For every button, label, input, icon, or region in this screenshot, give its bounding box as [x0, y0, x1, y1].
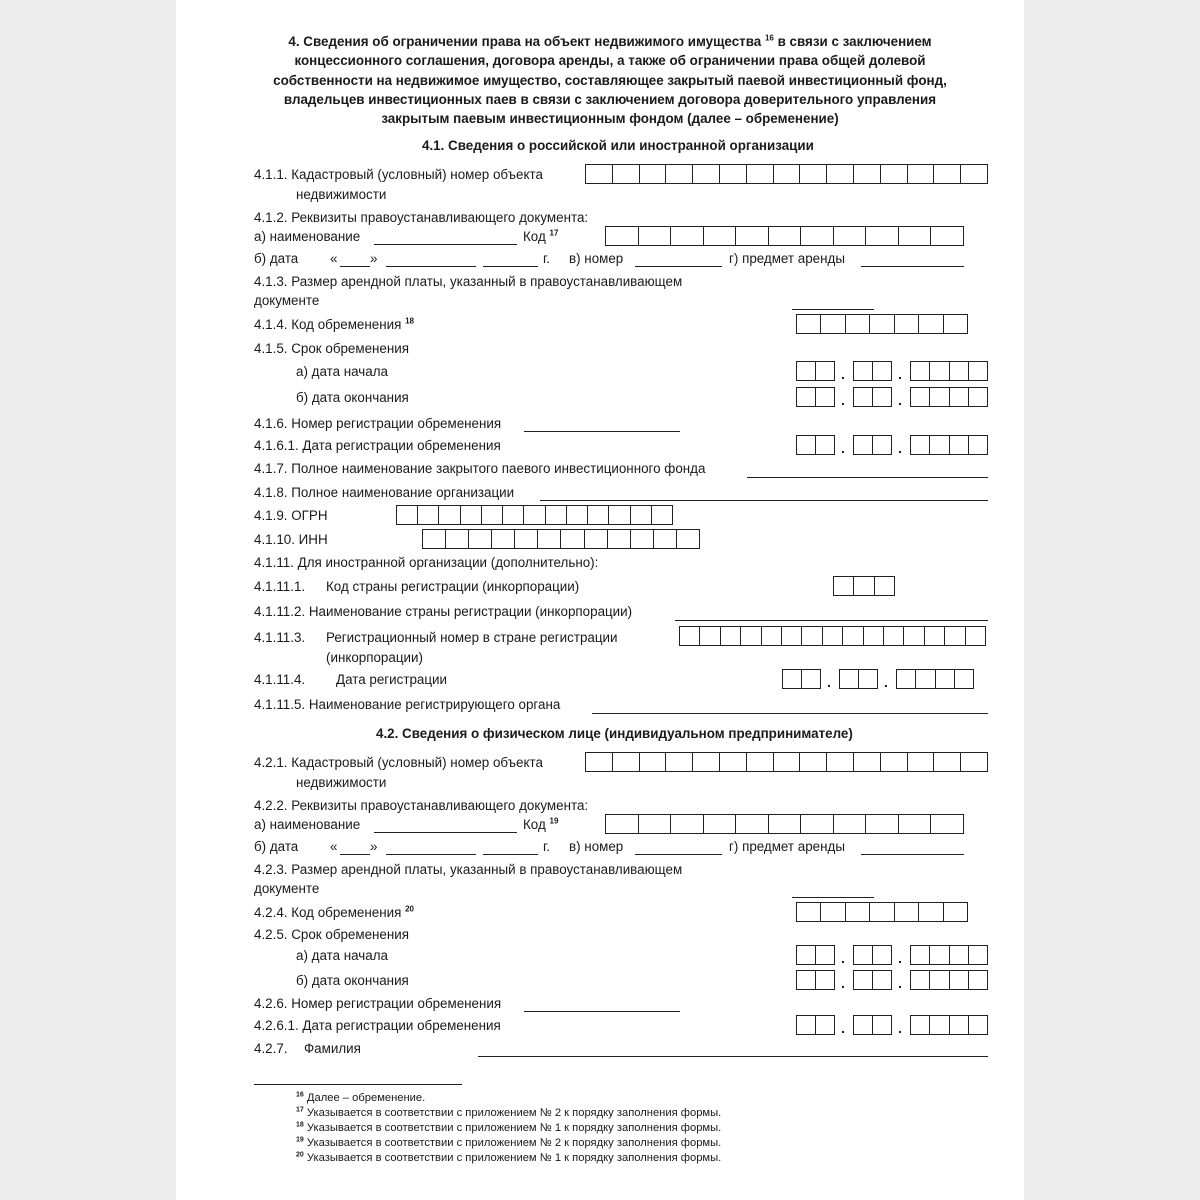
country-name-line[interactable]: [675, 620, 988, 621]
char-cell[interactable]: [612, 753, 639, 771]
label-doc-date: б) дата: [254, 251, 299, 266]
char-cell[interactable]: [883, 627, 903, 645]
registering-authority-line[interactable]: [592, 713, 988, 714]
registration-date-cells-4-2-day[interactable]: [796, 1015, 835, 1035]
label-end-date-4-2: б) дата окончания: [296, 973, 409, 988]
char-cell[interactable]: [929, 436, 948, 454]
ogrn-cells[interactable]: [396, 505, 673, 525]
char-cell[interactable]: [872, 388, 891, 406]
doc-month-line-4-2[interactable]: [386, 854, 476, 855]
char-cell[interactable]: [854, 946, 872, 964]
foreign-registration-date-cells-day[interactable]: [782, 669, 821, 689]
char-cell[interactable]: [865, 815, 898, 833]
label-doc-number: в) номер: [569, 251, 624, 266]
foreign-registration-number-cells[interactable]: [679, 626, 986, 646]
registration-date-cells-4-1-month[interactable]: [853, 435, 892, 455]
lease-subject-line[interactable]: [861, 266, 964, 267]
registration-date-cells-4-1-day[interactable]: [796, 435, 835, 455]
date-separator: .: [841, 975, 845, 991]
date-separator: .: [898, 975, 902, 991]
char-cell[interactable]: [854, 362, 872, 380]
date-separator: .: [898, 366, 902, 382]
char-cell[interactable]: [949, 362, 968, 380]
char-cell[interactable]: [911, 436, 929, 454]
char-cell[interactable]: [949, 971, 968, 989]
end-date-cells-4-1-month[interactable]: [853, 387, 892, 407]
doc-day-line[interactable]: [340, 266, 370, 267]
char-cell[interactable]: [842, 627, 862, 645]
foreign-registration-date-cells-year[interactable]: [896, 669, 974, 689]
footnote-separator: [254, 1084, 462, 1085]
label-year-4-2: г.: [543, 839, 550, 854]
date-separator: .: [841, 1020, 845, 1036]
char-cell[interactable]: [840, 670, 858, 688]
doc-number-line-4-2[interactable]: [635, 854, 722, 855]
char-cell[interactable]: [918, 903, 942, 921]
char-cell[interactable]: [797, 388, 815, 406]
char-cell[interactable]: [944, 627, 964, 645]
char-cell[interactable]: [918, 315, 942, 333]
char-cell[interactable]: [797, 1016, 815, 1034]
char-cell[interactable]: [872, 971, 891, 989]
char-cell[interactable]: [965, 627, 985, 645]
quote-open-4-2: «: [330, 839, 338, 854]
char-cell[interactable]: [768, 815, 801, 833]
date-separator: .: [841, 392, 845, 408]
start-date-cells-4-1-day[interactable]: [796, 361, 835, 381]
label-4-1-2: 4.1.2. Реквизиты правоустанавливающего документа:: [254, 210, 589, 225]
label-4-1-11-2: 4.1.11.2. Наименование страны регистрации (инкорпорации): [254, 604, 633, 619]
char-cell[interactable]: [898, 227, 931, 245]
char-cell[interactable]: [907, 165, 934, 183]
char-cell[interactable]: [858, 670, 877, 688]
char-cell[interactable]: [586, 753, 612, 771]
char-cell[interactable]: [586, 165, 612, 183]
char-cell[interactable]: [915, 670, 934, 688]
label-4-1-4: 4.1.4. Код обременения $^{18}$: [254, 316, 414, 332]
char-cell[interactable]: [423, 530, 445, 548]
char-cell[interactable]: [815, 362, 834, 380]
char-cell[interactable]: [566, 506, 587, 524]
char-cell[interactable]: [607, 530, 630, 548]
char-cell[interactable]: [514, 530, 537, 548]
label-start-date-4-2: а) дата начала: [296, 948, 388, 963]
registration-date-cells-4-1-year[interactable]: [910, 435, 988, 455]
char-cell[interactable]: [949, 388, 968, 406]
char-cell[interactable]: [797, 971, 815, 989]
doc-name-line-4-2[interactable]: [374, 832, 517, 833]
char-cell[interactable]: [929, 388, 948, 406]
char-cell[interactable]: [943, 315, 967, 333]
organization-name-line[interactable]: [540, 500, 988, 501]
char-cell[interactable]: [911, 388, 929, 406]
char-cell[interactable]: [800, 815, 833, 833]
end-date-cells-4-1-year[interactable]: [910, 387, 988, 407]
label-4-1-11-1: Код страны регистрации (инкорпорации): [326, 579, 580, 594]
char-cell[interactable]: [735, 815, 768, 833]
char-cell[interactable]: [676, 530, 699, 548]
char-cell[interactable]: [815, 436, 834, 454]
char-cell[interactable]: [968, 362, 987, 380]
char-cell[interactable]: [761, 627, 781, 645]
label-4-2-4: 4.2.4. Код обременения $^{20}$: [254, 904, 414, 920]
char-cell[interactable]: [799, 165, 826, 183]
start-date-cells-4-1-year[interactable]: [910, 361, 988, 381]
char-cell[interactable]: [968, 946, 987, 964]
char-cell[interactable]: [911, 362, 929, 380]
registration-number-line-4-2[interactable]: [524, 1011, 680, 1012]
label-4-2-6-1: 4.2.6.1. Дата регистрации обременения: [254, 1018, 501, 1033]
date-separator: .: [827, 674, 831, 690]
char-cell[interactable]: [797, 946, 815, 964]
label-doc-date-4-2: б) дата: [254, 839, 299, 854]
char-cell[interactable]: [560, 530, 583, 548]
foreign-registration-date-cells-month[interactable]: [839, 669, 878, 689]
char-cell[interactable]: [907, 753, 934, 771]
quote-close: »: [370, 251, 378, 266]
char-cell[interactable]: [872, 362, 891, 380]
footnote-20: $^{20}$ Указывается в соответствии с приложением № 1 к порядку заполнения формы.: [296, 1151, 722, 1164]
char-cell[interactable]: [968, 388, 987, 406]
char-cell[interactable]: [960, 753, 987, 771]
char-cell[interactable]: [897, 670, 915, 688]
char-cell[interactable]: [468, 530, 491, 548]
char-cell[interactable]: [853, 165, 880, 183]
end-date-cells-4-2-month[interactable]: [853, 970, 892, 990]
label-lease-subject-4-2: г) предмет аренды: [729, 839, 845, 854]
char-cell[interactable]: [680, 627, 699, 645]
date-separator: .: [841, 366, 845, 382]
label-doc-number-4-2: в) номер: [569, 839, 624, 854]
date-separator: .: [884, 674, 888, 690]
label-4-1-11-4-num: 4.1.11.4.: [254, 672, 306, 687]
char-cell[interactable]: [639, 753, 666, 771]
char-cell[interactable]: [854, 1016, 872, 1034]
char-cell[interactable]: [929, 362, 948, 380]
char-cell[interactable]: [826, 753, 853, 771]
label-4-1-11-1-num: 4.1.11.1.: [254, 579, 306, 594]
char-cell[interactable]: [880, 165, 907, 183]
char-cell[interactable]: [872, 946, 891, 964]
char-cell[interactable]: [670, 815, 703, 833]
char-cell[interactable]: [911, 946, 929, 964]
char-cell[interactable]: [820, 903, 844, 921]
label-4-1-9: 4.1.9. ОГРН: [254, 508, 328, 523]
char-cell[interactable]: [768, 227, 801, 245]
char-cell[interactable]: [869, 903, 893, 921]
char-cell[interactable]: [822, 627, 842, 645]
footnote-18: $^{18}$ Указывается в соответствии с приложением № 1 к порядку заполнения формы.: [296, 1121, 722, 1134]
label-4-2-1: 4.2.1. Кадастровый (условный) номер объекта: [254, 755, 543, 770]
char-cell[interactable]: [815, 971, 834, 989]
label-4-1-8: 4.1.8. Полное наименование организации: [254, 485, 515, 500]
char-cell[interactable]: [863, 627, 883, 645]
doc-name-line[interactable]: [374, 244, 517, 245]
char-cell[interactable]: [783, 670, 801, 688]
char-cell[interactable]: [800, 227, 833, 245]
char-cell[interactable]: [481, 506, 502, 524]
label-start-date: а) дата начала: [296, 364, 388, 379]
char-cell[interactable]: [703, 815, 736, 833]
date-separator: .: [898, 950, 902, 966]
char-cell[interactable]: [943, 903, 967, 921]
label-lease-subject: г) предмет аренды: [729, 251, 845, 266]
char-cell[interactable]: [854, 436, 872, 454]
registration-number-line-4-1[interactable]: [524, 431, 680, 432]
doc-code-cells-4-2[interactable]: [605, 814, 964, 834]
char-cell[interactable]: [968, 1016, 987, 1034]
section-4-1-title: 4.1. Сведения о российской или иностранной организации: [422, 138, 814, 153]
char-cell[interactable]: [929, 971, 948, 989]
char-cell[interactable]: [692, 753, 719, 771]
char-cell[interactable]: [853, 577, 873, 595]
label-4-1-3-cont: документе: [254, 293, 320, 308]
char-cell[interactable]: [869, 315, 893, 333]
footnote-17: $^{17}$ Указывается в соответствии с приложением № 2 к порядку заполнения формы.: [296, 1106, 722, 1119]
char-cell[interactable]: [719, 165, 746, 183]
date-separator: .: [898, 440, 902, 456]
char-cell[interactable]: [651, 506, 672, 524]
label-doc-name-4-2: а) наименование: [254, 817, 361, 832]
char-cell[interactable]: [797, 315, 820, 333]
char-cell[interactable]: [638, 227, 671, 245]
char-cell[interactable]: [924, 627, 944, 645]
char-cell[interactable]: [491, 530, 514, 548]
char-cell[interactable]: [854, 388, 872, 406]
label-4-1-11-3-cont: (инкорпорации): [326, 650, 423, 665]
doc-year-line[interactable]: [483, 266, 538, 267]
char-cell[interactable]: [933, 165, 960, 183]
char-cell[interactable]: [587, 506, 608, 524]
char-cell[interactable]: [834, 577, 853, 595]
char-cell[interactable]: [968, 971, 987, 989]
char-cell[interactable]: [781, 627, 801, 645]
char-cell[interactable]: [502, 506, 523, 524]
char-cell[interactable]: [799, 753, 826, 771]
doc-number-line[interactable]: [635, 266, 722, 267]
char-cell[interactable]: [545, 506, 566, 524]
footnote-19: $^{19}$ Указывается в соответствии с приложением № 2 к порядку заполнения формы.: [296, 1136, 722, 1149]
label-4-2-5: 4.2.5. Срок обременения: [254, 927, 409, 942]
rent-amount-line-4-2[interactable]: [792, 897, 874, 898]
char-cell[interactable]: [773, 165, 800, 183]
char-cell[interactable]: [911, 971, 929, 989]
char-cell[interactable]: [665, 753, 692, 771]
char-cell[interactable]: [746, 753, 773, 771]
rent-amount-line[interactable]: [792, 309, 874, 310]
char-cell[interactable]: [815, 946, 834, 964]
label-4-1-11-3: Регистрационный номер в стране регистрации: [326, 630, 618, 645]
end-date-cells-4-1-day[interactable]: [796, 387, 835, 407]
char-cell[interactable]: [606, 815, 638, 833]
char-cell[interactable]: [537, 530, 560, 548]
char-cell[interactable]: [417, 506, 438, 524]
char-cell[interactable]: [815, 388, 834, 406]
label-4-2-1-cont: недвижимости: [296, 775, 387, 790]
char-cell[interactable]: [954, 670, 973, 688]
char-cell[interactable]: [930, 227, 963, 245]
lease-subject-line-4-2[interactable]: [861, 854, 964, 855]
char-cell[interactable]: [968, 436, 987, 454]
label-doc-code: Код $^{17}$: [523, 228, 559, 244]
label-4-1-11-3-num: 4.1.11.3.: [254, 630, 306, 645]
section-4-heading: 4. Сведения об ограничении права на объект недвижимого имущества $^{16}$ в связи с заключением концессионного соглашения, договора аренды, а также об ограничении права общей долевой собственности на недвижимое имущество, составляющее закрытый паевой инвестиционный фонд, владельцев инвестиционных паев в связи с заключением договора доверительного управления закрытым паевым инвестиционным фондом (далее – обременение): [273, 33, 947, 127]
char-cell[interactable]: [894, 315, 918, 333]
start-date-cells-4-2-month[interactable]: [853, 945, 892, 965]
char-cell[interactable]: [639, 165, 666, 183]
date-separator: .: [898, 1020, 902, 1036]
char-cell[interactable]: [445, 530, 468, 548]
doc-year-line-4-2[interactable]: [483, 854, 538, 855]
char-cell[interactable]: [703, 227, 736, 245]
start-date-cells-4-1-month[interactable]: [853, 361, 892, 381]
inn-cells[interactable]: [422, 529, 700, 549]
char-cell[interactable]: [584, 530, 607, 548]
registration-date-cells-4-2-year[interactable]: [910, 1015, 988, 1035]
char-cell[interactable]: [746, 165, 773, 183]
doc-code-cells-4-1[interactable]: [605, 226, 964, 246]
char-cell[interactable]: [874, 577, 894, 595]
char-cell[interactable]: [820, 315, 844, 333]
char-cell[interactable]: [801, 627, 821, 645]
doc-day-line-4-2[interactable]: [340, 854, 370, 855]
label-4-1-11-4: Дата регистрации: [336, 672, 447, 687]
char-cell[interactable]: [845, 903, 869, 921]
section-4-2-title: 4.2. Сведения о физическом лице (индивидуальном предпринимателе): [376, 726, 853, 741]
char-cell[interactable]: [872, 436, 891, 454]
label-4-1-1: 4.1.1. Кадастровый (условный) номер объекта: [254, 167, 543, 182]
label-4-1-3: 4.1.3. Размер арендной платы, указанный в правоустанавливающем: [254, 274, 683, 289]
char-cell[interactable]: [949, 436, 968, 454]
label-doc-name: а) наименование: [254, 229, 361, 244]
label-4-2-7-num: 4.2.7.: [254, 1041, 288, 1056]
footnote-16: $^{16}$ Далее – обременение.: [296, 1091, 426, 1104]
doc-month-line[interactable]: [386, 266, 476, 267]
char-cell[interactable]: [854, 971, 872, 989]
date-separator: .: [898, 392, 902, 408]
date-separator: .: [841, 950, 845, 966]
char-cell[interactable]: [397, 506, 417, 524]
char-cell[interactable]: [894, 903, 918, 921]
char-cell[interactable]: [801, 670, 820, 688]
char-cell[interactable]: [865, 227, 898, 245]
char-cell[interactable]: [933, 753, 960, 771]
char-cell[interactable]: [797, 362, 815, 380]
label-4-1-6: 4.1.6. Номер регистрации обременения: [254, 416, 502, 431]
char-cell[interactable]: [670, 227, 703, 245]
char-cell[interactable]: [949, 1016, 968, 1034]
char-cell[interactable]: [845, 315, 869, 333]
label-end-date: б) дата окончания: [296, 390, 409, 405]
label-4-1-7: 4.1.7. Полное наименование закрытого паевого инвестиционного фонда: [254, 461, 706, 476]
char-cell[interactable]: [826, 165, 853, 183]
char-cell[interactable]: [699, 627, 719, 645]
char-cell[interactable]: [740, 627, 760, 645]
label-4-2-6: 4.2.6. Номер регистрации обременения: [254, 996, 502, 1011]
char-cell[interactable]: [960, 165, 987, 183]
cadastral-number-cells-4-1[interactable]: [585, 164, 988, 184]
char-cell[interactable]: [833, 227, 866, 245]
char-cell[interactable]: [797, 436, 815, 454]
label-year: г.: [543, 251, 550, 266]
label-4-2-3-cont: документе: [254, 881, 320, 896]
char-cell[interactable]: [630, 506, 651, 524]
start-date-cells-4-2-year[interactable]: [910, 945, 988, 965]
label-surname: Фамилия: [304, 1041, 361, 1056]
char-cell[interactable]: [630, 530, 653, 548]
start-date-cells-4-2-day[interactable]: [796, 945, 835, 965]
label-4-1-11-5: 4.1.11.5. Наименование регистрирующего органа: [254, 697, 561, 712]
encumbrance-code-cells-4-1[interactable]: [796, 314, 968, 334]
char-cell[interactable]: [929, 946, 948, 964]
char-cell[interactable]: [949, 946, 968, 964]
end-date-cells-4-2-year[interactable]: [910, 970, 988, 990]
char-cell[interactable]: [773, 753, 800, 771]
char-cell[interactable]: [911, 1016, 929, 1034]
end-date-cells-4-2-day[interactable]: [796, 970, 835, 990]
char-cell[interactable]: [612, 165, 639, 183]
char-cell[interactable]: [665, 165, 692, 183]
char-cell[interactable]: [638, 815, 671, 833]
char-cell[interactable]: [930, 815, 963, 833]
char-cell[interactable]: [880, 753, 907, 771]
label-doc-code-4-2: Код $^{19}$: [523, 816, 559, 832]
char-cell[interactable]: [935, 670, 954, 688]
char-cell[interactable]: [608, 506, 629, 524]
quote-close-4-2: »: [370, 839, 378, 854]
label-4-2-2: 4.2.2. Реквизиты правоустанавливающего документа:: [254, 798, 589, 813]
char-cell[interactable]: [898, 815, 931, 833]
label-4-1-1-cont: недвижимости: [296, 187, 387, 202]
fund-name-line[interactable]: [747, 477, 988, 478]
label-4-1-5: 4.1.5. Срок обременения: [254, 341, 409, 356]
char-cell[interactable]: [797, 903, 820, 921]
char-cell[interactable]: [853, 753, 880, 771]
char-cell[interactable]: [460, 506, 481, 524]
char-cell[interactable]: [735, 227, 768, 245]
char-cell[interactable]: [720, 627, 740, 645]
char-cell[interactable]: [872, 1016, 891, 1034]
char-cell[interactable]: [523, 506, 544, 524]
cadastral-number-cells-4-2[interactable]: [585, 752, 988, 772]
char-cell[interactable]: [929, 1016, 948, 1034]
char-cell[interactable]: [606, 227, 638, 245]
encumbrance-code-cells-4-2[interactable]: [796, 902, 968, 922]
registration-date-cells-4-2-month[interactable]: [853, 1015, 892, 1035]
country-code-cells[interactable]: [833, 576, 895, 596]
char-cell[interactable]: [653, 530, 676, 548]
label-4-1-11: 4.1.11. Для иностранной организации (дополнительно):: [254, 555, 599, 570]
char-cell[interactable]: [903, 627, 923, 645]
label-4-2-3: 4.2.3. Размер арендной платы, указанный в правоустанавливающем: [254, 862, 683, 877]
char-cell[interactable]: [438, 506, 459, 524]
label-4-1-10: 4.1.10. ИНН: [254, 532, 328, 547]
char-cell[interactable]: [719, 753, 746, 771]
char-cell[interactable]: [833, 815, 866, 833]
char-cell[interactable]: [815, 1016, 834, 1034]
quote-open: «: [330, 251, 338, 266]
char-cell[interactable]: [692, 165, 719, 183]
date-separator: .: [841, 440, 845, 456]
label-4-1-6-1: 4.1.6.1. Дата регистрации обременения: [254, 438, 501, 453]
surname-line[interactable]: [478, 1056, 988, 1057]
